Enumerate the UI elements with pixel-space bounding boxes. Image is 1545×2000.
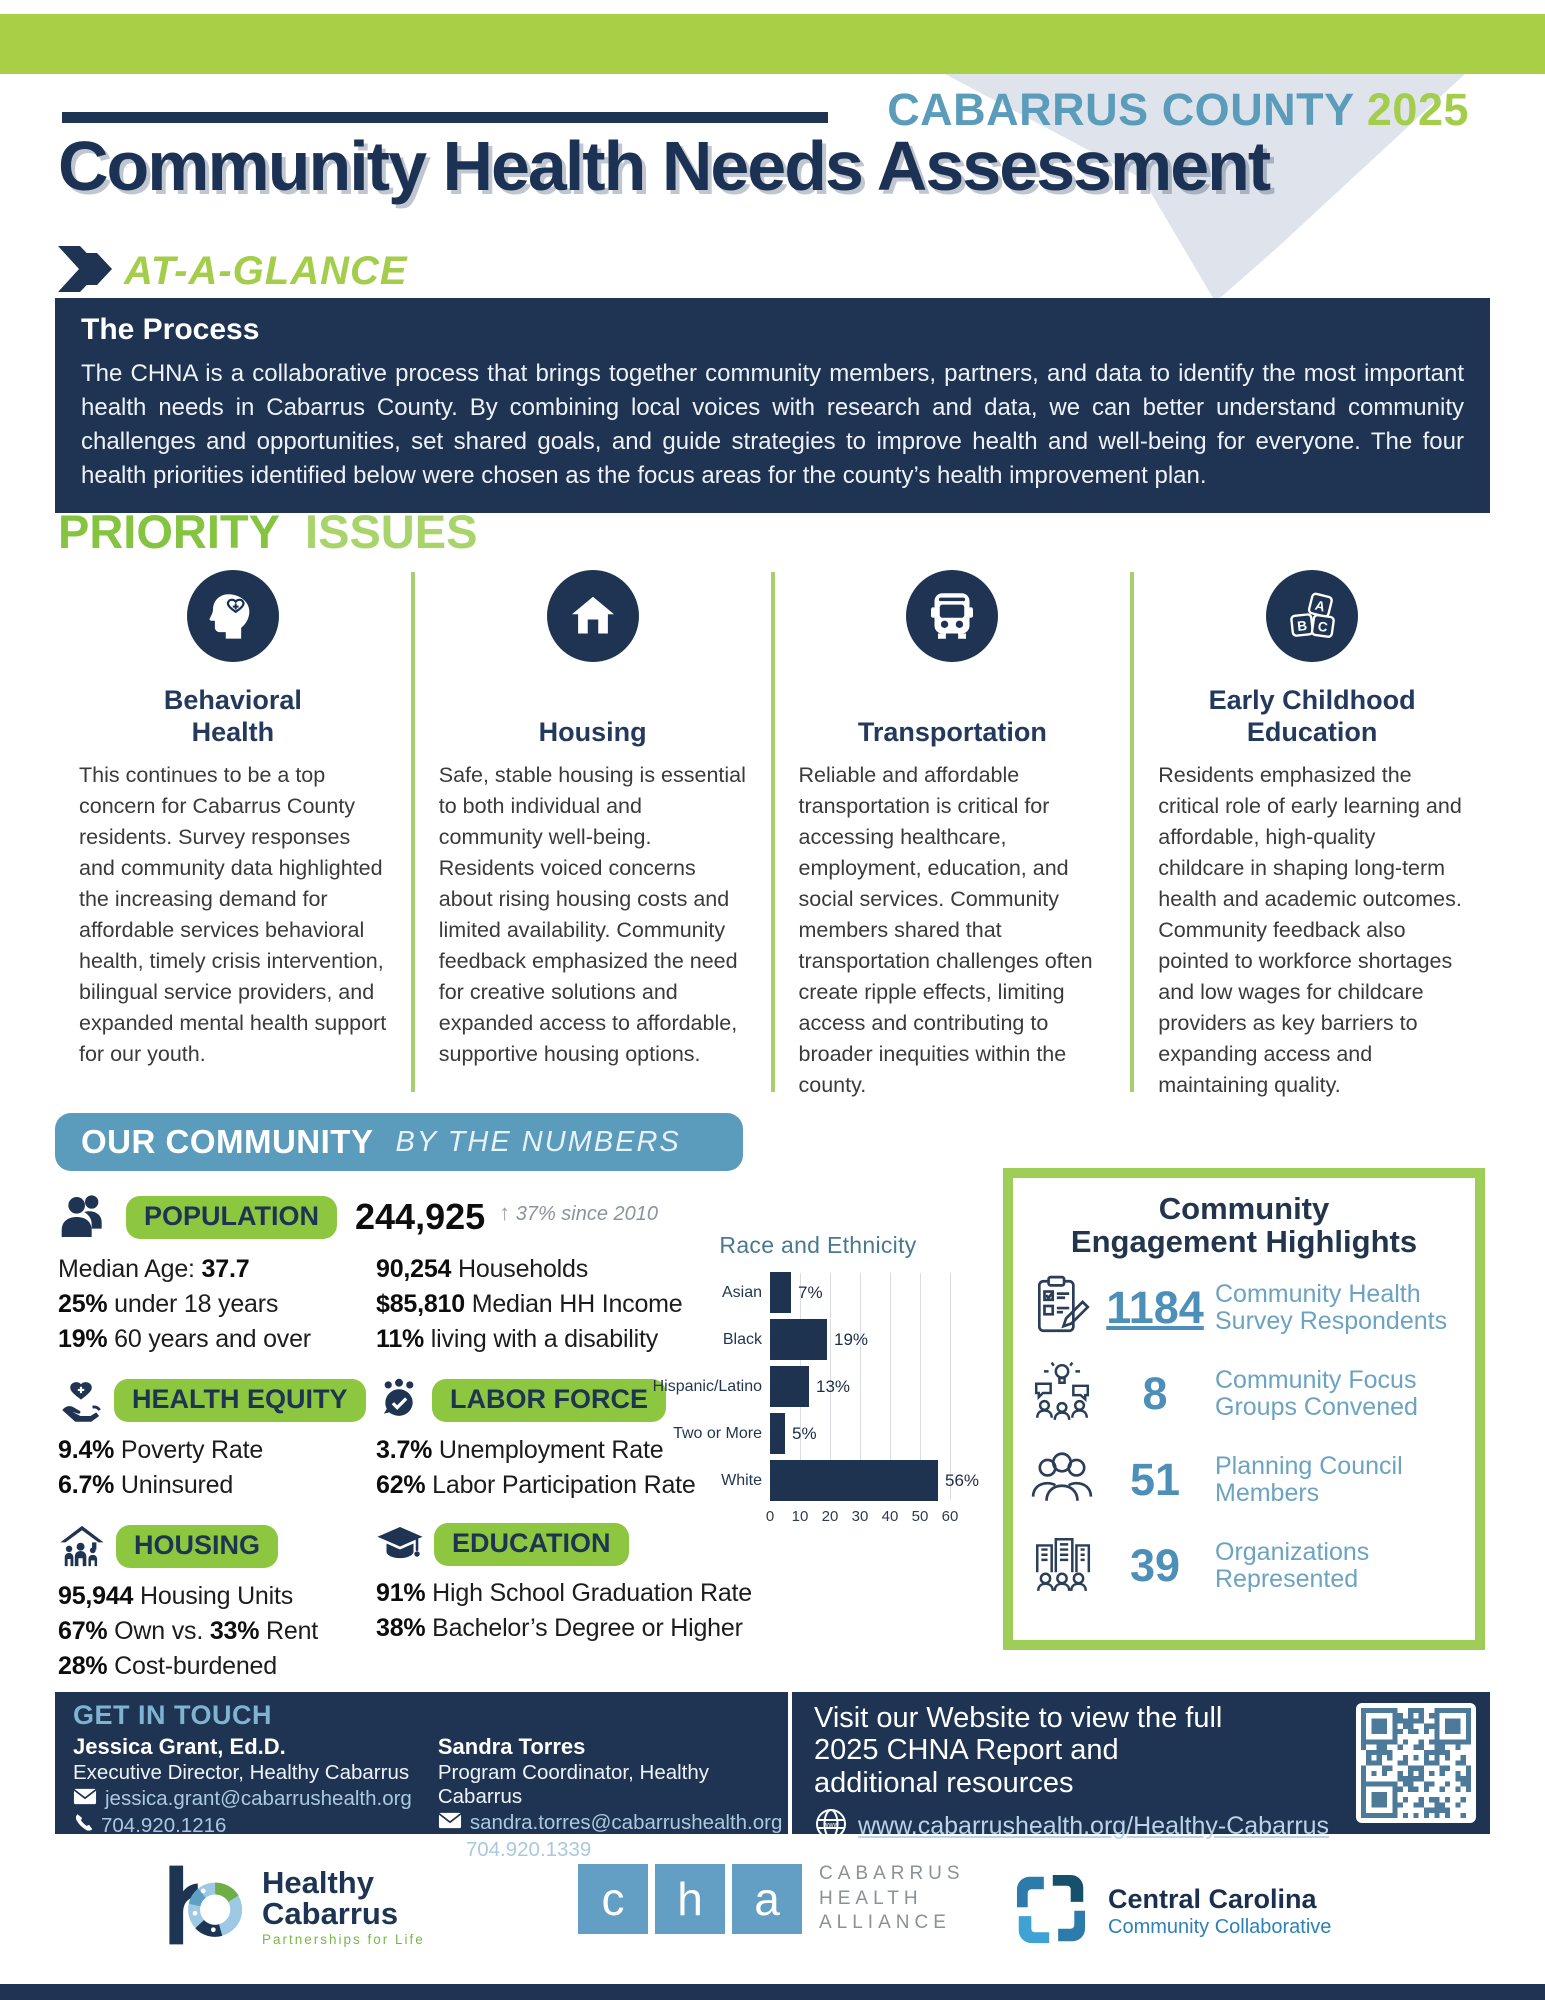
engagement-label: Planning Council Members — [1215, 1452, 1403, 1508]
at-a-glance-label: AT-A-GLANCE — [124, 249, 408, 293]
stat-row: 6.7% Uninsured — [58, 1471, 234, 1499]
process-body: The CHNA is a collaborative process that brings together community members, partners, and data to identify the most important health needs in Cabarrus County. By combining local voices with research and data, we can better understand community challenges and opportunities, set shared goals, and guide strategies to improve health and well-being for everyone. The four health priorities identified below were chosen as the focus areas for the county’s health improvement plan. — [81, 360, 1464, 490]
organizations-icon — [1029, 1531, 1095, 1602]
process-section — [55, 298, 1490, 513]
engagement-highlights-box — [1003, 1168, 1485, 1650]
council-people-icon — [1029, 1445, 1095, 1516]
contact-name: Sandra Torres — [437, 1734, 586, 1759]
family-house-icon — [58, 1523, 106, 1569]
contact-email[interactable]: jessica.grant@cabarrushealth.org — [73, 1787, 412, 1811]
stat-row: 91% High School Graduation Rate — [376, 1579, 752, 1607]
hands-heart-icon — [58, 1377, 104, 1423]
engagement-label: Community Health Survey Respondents — [1215, 1280, 1448, 1336]
health-equity-group — [58, 1377, 376, 1503]
race-chart-ticks: 0 10 20 30 40 50 60 — [765, 1508, 959, 1525]
community-stats — [58, 1192, 752, 1684]
focus-group-icon — [1029, 1359, 1095, 1430]
stat-row: 9.4% Poverty Rate — [58, 1436, 264, 1464]
stat-row: 25% under 18 years — [58, 1290, 279, 1318]
stat-row: 19% 60 years and over — [58, 1325, 311, 1353]
population-pill: POPULATION — [126, 1196, 337, 1239]
priority-column-transportation — [775, 566, 1131, 1100]
priority-title: Early Childhood Education — [1208, 685, 1416, 747]
stat-row: 38% Bachelor’s Degree or Higher — [376, 1614, 743, 1642]
priority-title: Housing — [538, 716, 647, 747]
website-section: Visit our Website to view the full 2025 CHNA Report and additional resources www www.cabarrushealth.org/Healthy-Cabarrus — [792, 1692, 1490, 1834]
website-url[interactable]: www.cabarrushealth.org/Healthy-Cabarrus — [858, 1812, 1330, 1841]
qr-code — [1356, 1703, 1476, 1823]
qr-code-svg — [1361, 1708, 1471, 1818]
engagement-label: Community Focus Groups Convened — [1215, 1366, 1418, 1422]
stat-row: 67% Own vs. 33% Rent — [58, 1617, 319, 1645]
priority-column-behavioral-health — [55, 566, 411, 1100]
priority-body: Safe, stable housing is essential to both individual and community well-being. Residents voiced concerns about rising housing costs and limited availability. Community feedback emphasized the need for creative solutions and expanded access to affordable, supportive housing options. — [438, 763, 746, 1066]
contact-phone[interactable]: 704.920.1216 — [73, 1813, 412, 1839]
gear-people-icon — [376, 1377, 422, 1423]
labor-force-pill: LABOR FORCE — [432, 1379, 666, 1422]
stat-row: Median Age: 37.7 — [58, 1255, 250, 1283]
population-change: ↑ 37% since 2010 — [499, 1200, 659, 1225]
phone-icon — [73, 1813, 93, 1839]
priority-columns — [55, 566, 1490, 1100]
engagement-value: 51 — [1129, 1454, 1181, 1506]
svg-text:www: www — [823, 1822, 839, 1830]
priority-title: Behavioral Health — [163, 685, 302, 747]
stat-row: 11% living with a disability — [376, 1325, 659, 1353]
svg-text:C: C — [1316, 618, 1329, 636]
header-rule — [62, 112, 828, 123]
head-heart-icon — [187, 570, 279, 662]
education-group — [376, 1523, 752, 1646]
engagement-value: 39 — [1129, 1540, 1181, 1592]
engagement-label: Organizations Represented — [1215, 1538, 1370, 1594]
stat-row: 95,944 Housing Units — [58, 1582, 294, 1610]
chart-title: Race and Ethnicity — [719, 1232, 917, 1258]
get-in-touch-section — [55, 1692, 788, 1861]
engagement-title: Community Engagement Highlights — [1070, 1191, 1418, 1260]
priority-title: Transportation — [857, 716, 1047, 747]
county-label: CABARRUS COUNTY — [887, 84, 1354, 135]
race-ethnicity-chart — [650, 1232, 986, 1526]
get-in-touch-heading: GET IN TOUCH — [73, 1700, 273, 1730]
envelope-icon — [438, 1811, 462, 1835]
engagement-item — [1029, 1531, 1459, 1602]
svg-text:B: B — [1296, 618, 1308, 634]
page-title: Community Health Needs Assessment — [58, 127, 1270, 205]
engagement-item — [1029, 1273, 1459, 1344]
issues-word: ISSUES — [305, 505, 478, 558]
priority-body: This continues to be a top concern for Cabarrus County residents. Survey responses and community data highlighted the increasing demand for affordable services behavioral health, timely crisis intervention, bilingual service providers, and expanded mental health support for our youth. — [79, 763, 387, 1066]
graduation-cap-icon — [376, 1524, 424, 1566]
double-chevron-icon — [58, 246, 120, 297]
priority-body: Residents emphasized the critical role of early learning and affordable, high-quality childcare in shaping long-term health and academic outcomes. Community feedback also pointed to workforce shortages and low wages for childcare providers as key barriers to expanding access and maintaining quality. — [1158, 763, 1462, 1097]
priority-column-housing — [415, 566, 771, 1100]
healthy-cabarrus-logo: Healthy Cabarrus Partnerships for Life — [160, 1862, 425, 1953]
website-link[interactable] — [814, 1807, 1346, 1846]
engagement-item — [1029, 1445, 1459, 1516]
bottom-navy-strip — [0, 1984, 1545, 2000]
svg-text:A: A — [1313, 597, 1327, 615]
phone-icon — [438, 1837, 458, 1863]
survey-clipboard-icon — [1029, 1273, 1095, 1344]
our-community-banner — [55, 1113, 743, 1171]
population-header — [58, 1192, 718, 1242]
population-value: 244,925 — [355, 1196, 486, 1237]
healthy-cabarrus-mark-icon — [160, 1862, 252, 1953]
stat-row: 3.7% Unemployment Rate — [376, 1436, 664, 1464]
bus-icon — [906, 570, 998, 662]
year-label: 2025 — [1366, 84, 1469, 135]
cha-letter-square: a — [732, 1864, 802, 1934]
contact-role: Executive Director, Healthy Cabarrus — [73, 1761, 410, 1784]
envelope-icon — [73, 1787, 97, 1811]
education-pill: EDUCATION — [434, 1523, 629, 1566]
priority-body: Reliable and affordable transportation is critical for accessing healthcare, employment, education, and social services. Community members shared that transportation challenges often create ripple effects, limiting access and contributing to broader inequities within the county. — [798, 763, 1093, 1097]
population-stats — [58, 1252, 718, 1357]
contact-phone[interactable]: 704.920.1339 — [438, 1837, 783, 1863]
engagement-value: 1184 — [1106, 1282, 1204, 1334]
engagement-item — [1029, 1359, 1459, 1430]
cabarrus-health-alliance-logo — [578, 1862, 965, 1936]
housing-pill: HOUSING — [116, 1525, 278, 1568]
our-community-label: OUR COMMUNITY — [81, 1123, 374, 1160]
contact-email[interactable]: sandra.torres@cabarrushealth.org — [438, 1811, 783, 1835]
stat-row: $85,810 Median HH Income — [376, 1290, 683, 1318]
hc-tagline: Partnerships for Life — [262, 1931, 425, 1947]
contact-person — [438, 1734, 783, 1863]
health-equity-pill: HEALTH EQUITY — [114, 1379, 366, 1422]
house-icon — [547, 570, 639, 662]
race-chart-rows: Asian 7% Black 19% Hispanic/Latino 13% Two or More 5% White 56% — [650, 1269, 986, 1504]
stat-row: 90,254 Households — [376, 1255, 589, 1283]
equity-labor-row — [58, 1377, 718, 1503]
cha-letter-square: c — [578, 1864, 648, 1934]
globe-www-icon — [814, 1807, 848, 1846]
contact-name: Jessica Grant, Ed.D. — [73, 1734, 286, 1759]
engagement-items — [1029, 1273, 1459, 1602]
population-stats-left — [58, 1252, 376, 1357]
contact-person — [73, 1734, 412, 1863]
by-the-numbers-label: BY THE NUMBERS — [395, 1125, 681, 1158]
engagement-value: 8 — [1142, 1368, 1168, 1420]
top-green-bar — [0, 14, 1545, 74]
priority-issues-heading — [58, 504, 477, 559]
central-carolina-mark-icon — [1008, 1866, 1094, 1957]
people-icon — [58, 1192, 112, 1242]
stat-row: 62% Labor Participation Rate — [376, 1471, 696, 1499]
race-chart-plot — [650, 1269, 986, 1526]
priority-column-early-childhood — [1134, 566, 1490, 1100]
abc-blocks-icon — [1266, 570, 1358, 662]
housing-education-row — [58, 1523, 752, 1684]
priority-word: PRIORITY — [58, 505, 280, 558]
contact-role: Program Coordinator, Healthy Cabarrus — [437, 1761, 710, 1808]
process-heading: The Process — [81, 313, 260, 346]
cha-wordmark: CABARRUS HEALTH ALLIANCE — [819, 1863, 965, 1934]
at-a-glance — [58, 246, 408, 297]
stat-row: 28% Cost-burdened — [58, 1652, 277, 1680]
cha-letter-square: h — [655, 1864, 725, 1934]
housing-group — [58, 1523, 376, 1684]
central-carolina-logo: Central Carolina Community Collaborative — [1008, 1866, 1331, 1957]
